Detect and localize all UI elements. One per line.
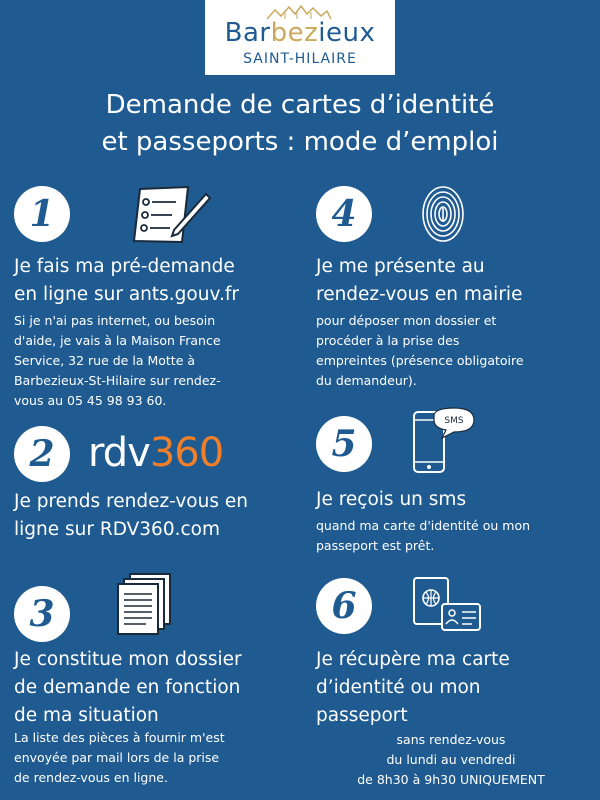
step-6-body — [306, 730, 596, 790]
step-6-heading — [316, 646, 510, 730]
step-4-body-line: empreintes (présence obligatoire — [316, 353, 524, 368]
step-1-heading-line: en ligne sur ants.gouv.fr — [14, 284, 239, 305]
step-6-heading-line: passeport — [316, 705, 408, 726]
step-2-number: 2 — [14, 426, 70, 482]
step-1-heading-line: Je fais ma pré-demande — [14, 256, 235, 277]
step-5-number: 5 — [316, 416, 372, 472]
step-6-body-line: sans rendez-vous — [396, 732, 506, 747]
logo-name: Barbezieux — [224, 18, 376, 48]
step-5-body — [316, 516, 530, 556]
step-6-body-line: du lundi au vendredi — [386, 752, 516, 767]
step-1-body-line: d'aide, je vais à la Maison France — [14, 333, 221, 348]
step-1-body-line: Barbezieux-St-Hilaire sur rendez- — [14, 373, 221, 388]
step-1-heading — [14, 253, 239, 309]
step-2-heading-line: Je prends rendez-vous en — [14, 491, 248, 512]
step-5-heading-line: Je reçois un sms — [316, 489, 467, 510]
step-4-heading-line: Je me présente au — [316, 256, 485, 277]
step-4-body-line: pour déposer mon dossier et — [316, 313, 497, 328]
step-3-number: 3 — [14, 586, 70, 642]
title-line-2: et passeports : mode d’emploi — [101, 127, 499, 157]
rdv360-logo: rdv360 — [88, 430, 224, 476]
step-6-number: 6 — [316, 578, 372, 634]
step-5-body-line: quand ma carte d'identité ou mon — [316, 518, 531, 533]
step-3-body-line: de rendez-vous en ligne. — [14, 770, 168, 785]
documents-icon — [112, 572, 174, 636]
step-3-body-line: envoyée par mail lors de la prise — [14, 750, 220, 765]
step-6-heading-line: d’identité ou mon — [316, 677, 481, 698]
logo-subtitle: SAINT-HILAIRE — [243, 51, 357, 67]
form-pen-icon — [132, 184, 212, 246]
step-5-heading — [316, 486, 466, 514]
step-4-heading — [316, 253, 522, 309]
step-4-heading-line: rendez-vous en mairie — [316, 284, 523, 305]
passport-id-card-icon — [410, 574, 482, 636]
fingerprint-icon — [420, 184, 466, 244]
step-1-number: 1 — [14, 186, 70, 242]
step-3-body-line: La liste des pièces à fournir m'est — [14, 730, 225, 745]
step-1-body-line: Service, 32 rue de la Motte à — [14, 353, 196, 368]
step-3-body — [14, 728, 225, 788]
logo — [205, 0, 395, 75]
step-3-heading-line: de demande en fonction — [14, 677, 241, 698]
step-1-body-line: vous au 05 45 98 93 60. — [14, 393, 167, 408]
step-4-body-line: du demandeur). — [316, 373, 417, 388]
step-4-body-line: procéder à la prise des — [316, 333, 460, 348]
step-2-heading — [14, 488, 248, 544]
step-3-heading-line: Je constitue mon dossier — [14, 649, 242, 670]
step-5-body-line: passeport est prêt. — [316, 538, 435, 553]
page-title — [0, 87, 600, 161]
step-1-body — [14, 311, 221, 411]
step-4-body — [316, 311, 524, 391]
step-3-heading — [14, 646, 242, 730]
title-line-1: Demande de cartes d’identité — [105, 90, 495, 120]
step-6-body-line: de 8h30 à 9h30 UNIQUEMENT — [357, 772, 545, 787]
step-1-body-line: Si je n'ai pas internet, ou besoin — [14, 313, 216, 328]
sms-bubble-text: SMS — [444, 416, 464, 426]
step-4-number: 4 — [316, 186, 372, 242]
step-6-heading-line: Je récupère ma carte — [316, 649, 510, 670]
step-3-heading-line: de ma situation — [14, 705, 159, 726]
step-2-heading-line: ligne sur RDV360.com — [14, 519, 220, 540]
